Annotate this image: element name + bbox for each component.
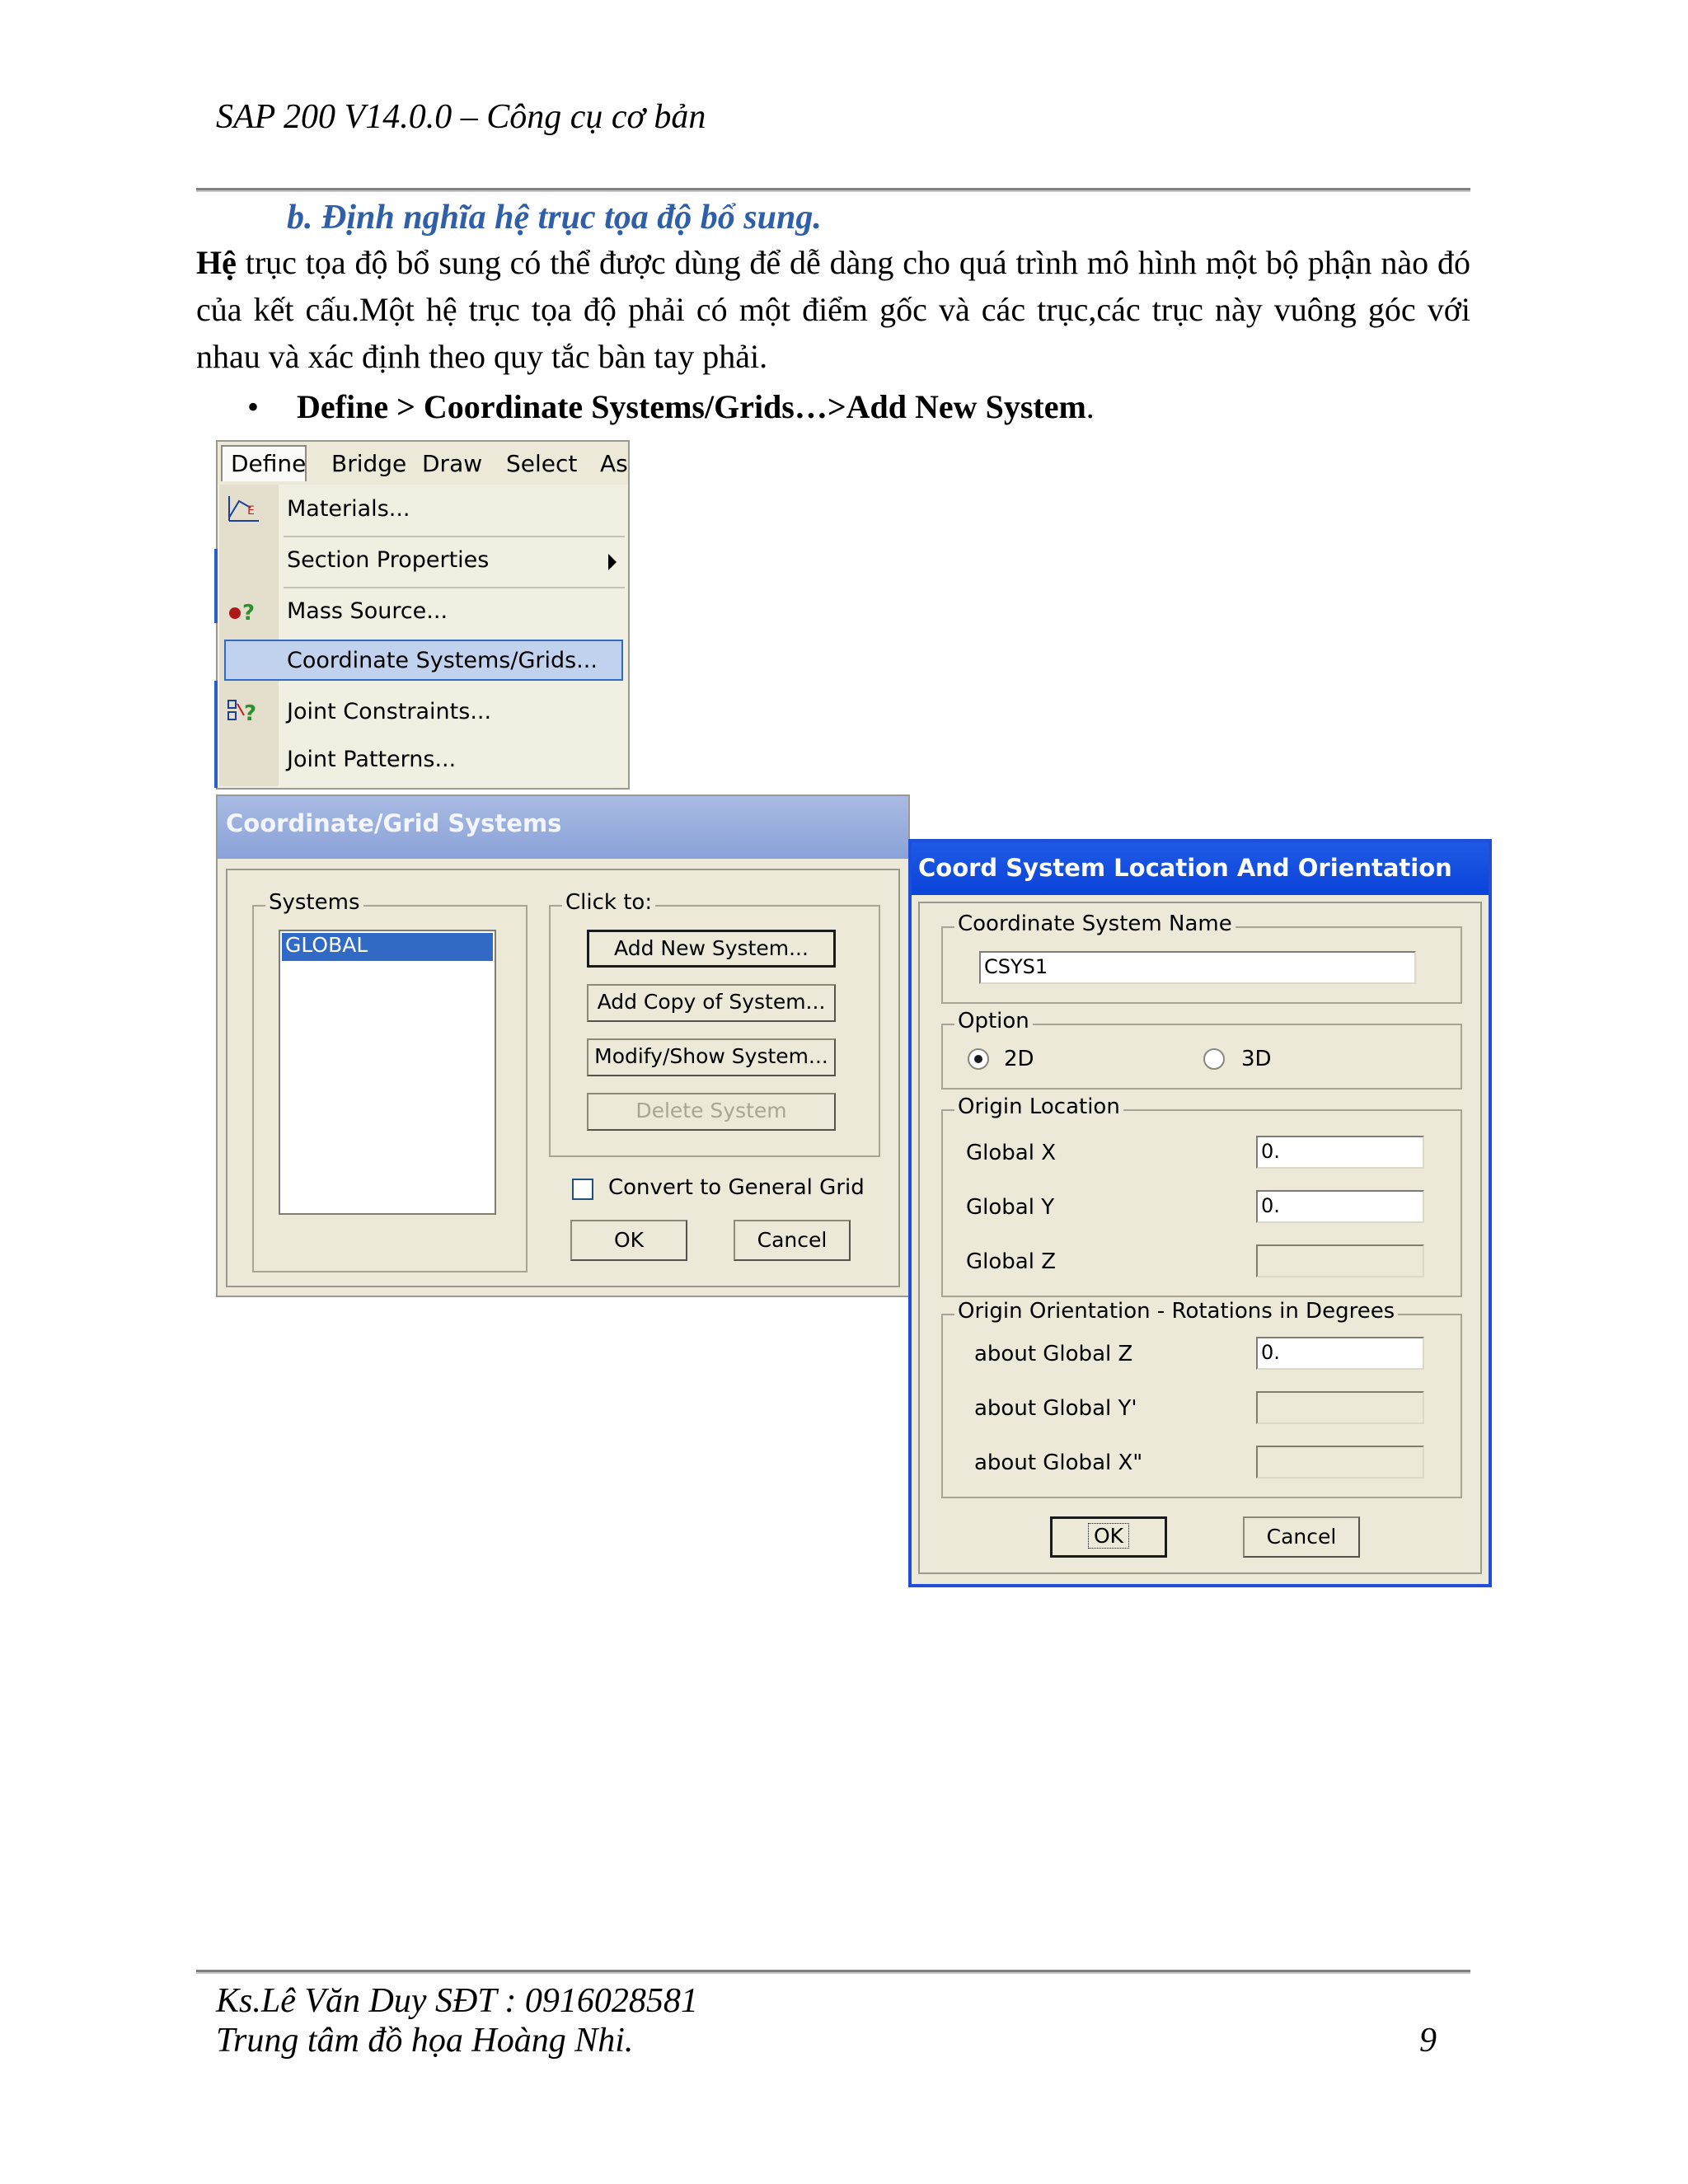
menu-item-joint-patterns[interactable]: Joint Patterns... [287, 747, 457, 772]
list-item[interactable]: GLOBAL [282, 933, 493, 961]
origin-location-group [941, 1094, 1462, 1297]
section-title: b. Định nghĩa hệ trục tọa độ bổ sung. [287, 199, 822, 237]
svg-text:E: E [247, 504, 255, 518]
rotation-x-label: about Global X" [974, 1451, 1143, 1475]
menu-draw[interactable]: Draw [422, 450, 483, 477]
joint-constraints-icon [226, 696, 262, 725]
modify-show-system-button[interactable]: Modify/Show System... [587, 1038, 836, 1076]
bullet-item [247, 387, 1095, 426]
page-number: 9 [1419, 2022, 1437, 2060]
window-edge [214, 681, 218, 788]
menu-item-materials[interactable]: Materials... [287, 496, 410, 522]
coord-system-dialog [908, 839, 1492, 1587]
global-x-label: Global X [966, 1141, 1057, 1165]
dialog-body [918, 902, 1482, 1574]
convert-general-grid-label: Convert to General Grid [608, 1175, 865, 1200]
rotation-x-input [1256, 1446, 1424, 1479]
radio-3d-label: 3D [1241, 1047, 1272, 1071]
menu-icon-column [219, 485, 279, 786]
paragraph-body: trục tọa độ bổ sung có thể được dùng để dễ dàng cho quá trình mô hình một bộ phận nào đó của kết cấu.Một hệ trục tọa độ phải có một điểm gốc và các trục,các trục này vuông góc với nhau và xác định theo quy tắc bàn tay phải. [196, 244, 1470, 375]
radio-2d-label: 2D [1004, 1047, 1034, 1071]
cancel-button[interactable]: Cancel [734, 1220, 851, 1261]
radio-3d[interactable] [1203, 1048, 1225, 1070]
intro-paragraph [196, 239, 1470, 380]
rotation-z-label: about Global Z [974, 1342, 1133, 1366]
svg-text:?: ? [242, 601, 256, 626]
mass-source-icon [226, 597, 259, 626]
coordinate-grid-dialog [216, 794, 910, 1297]
dialog-title: Coordinate/Grid Systems [218, 796, 908, 859]
svg-text:?: ? [244, 701, 257, 725]
global-x-input[interactable]: 0. [1256, 1136, 1424, 1169]
dialog-body [226, 869, 900, 1287]
click-to-group [549, 890, 880, 1157]
menu-separator [284, 536, 625, 537]
global-z-label: Global Z [966, 1249, 1057, 1274]
menu-bridge[interactable]: Bridge [331, 450, 407, 477]
ok-button[interactable]: OK [570, 1220, 687, 1261]
name-group [941, 912, 1462, 1004]
menu-define[interactable]: Define [231, 450, 307, 477]
footer-center: Trung tâm đồ họa Hoàng Nhi. [216, 2022, 634, 2060]
footer-author: Ks.Lê Văn Duy SĐT : 0916028581 [216, 1982, 698, 2020]
global-y-label: Global Y [966, 1195, 1055, 1220]
menu-item-mass-source[interactable]: Mass Source... [287, 598, 448, 624]
ok-button[interactable] [1050, 1516, 1167, 1558]
cancel-button[interactable]: Cancel [1243, 1516, 1360, 1558]
menu-item-coordinate-systems[interactable]: Coordinate Systems/Grids... [287, 648, 598, 673]
menu-separator [284, 587, 625, 588]
menu-assign[interactable]: As [600, 450, 628, 477]
radio-2d[interactable] [968, 1048, 989, 1070]
header-rule [196, 188, 1470, 192]
footer-rule [196, 1970, 1470, 1974]
option-group [941, 1009, 1462, 1090]
global-y-input[interactable]: 0. [1256, 1190, 1424, 1223]
menu-item-section-properties[interactable]: Section Properties [287, 547, 490, 573]
origin-location-label: Origin Location [954, 1094, 1123, 1119]
add-new-system-button[interactable]: Add New System... [587, 930, 836, 968]
option-label: Option [954, 1009, 1033, 1033]
rotation-y-input [1256, 1391, 1424, 1424]
click-to-label: Click to: [562, 890, 655, 915]
menu-bar [218, 442, 628, 485]
menu-item-joint-constraints[interactable]: Joint Constraints... [287, 699, 492, 724]
dialog-title: Coord System Location And Orientation [912, 842, 1489, 895]
page-header: SAP 200 V14.0.0 – Công cụ cơ bản [216, 98, 706, 136]
submenu-arrow-icon [608, 554, 617, 570]
convert-general-grid-checkbox[interactable] [572, 1179, 593, 1200]
ok-button-label: OK [1088, 1523, 1129, 1549]
rotation-z-input[interactable]: 0. [1256, 1337, 1424, 1370]
bullet-symbol: • [247, 388, 260, 425]
origin-orientation-group [941, 1299, 1462, 1498]
define-menu [216, 440, 630, 790]
coordinate-system-name-input[interactable]: CSYS1 [979, 951, 1416, 984]
origin-orientation-label: Origin Orientation - Rotations in Degrees [954, 1299, 1398, 1324]
add-copy-system-button[interactable]: Add Copy of System... [587, 984, 836, 1022]
materials-icon [226, 493, 262, 524]
menu-select[interactable]: Select [506, 450, 578, 477]
bullet-end: . [1085, 388, 1095, 425]
bullet-text: Define > Coordinate Systems/Grids…>Add New System [297, 388, 1086, 425]
systems-group [252, 890, 528, 1272]
delete-system-button: Delete System [587, 1093, 836, 1131]
paragraph-lead: Hệ [196, 244, 237, 281]
systems-list[interactable] [279, 930, 496, 1215]
rotation-y-label: about Global Y' [974, 1396, 1137, 1421]
global-z-input [1256, 1244, 1424, 1277]
window-edge [214, 549, 218, 623]
name-label: Coordinate System Name [954, 912, 1236, 936]
systems-label: Systems [265, 890, 363, 915]
